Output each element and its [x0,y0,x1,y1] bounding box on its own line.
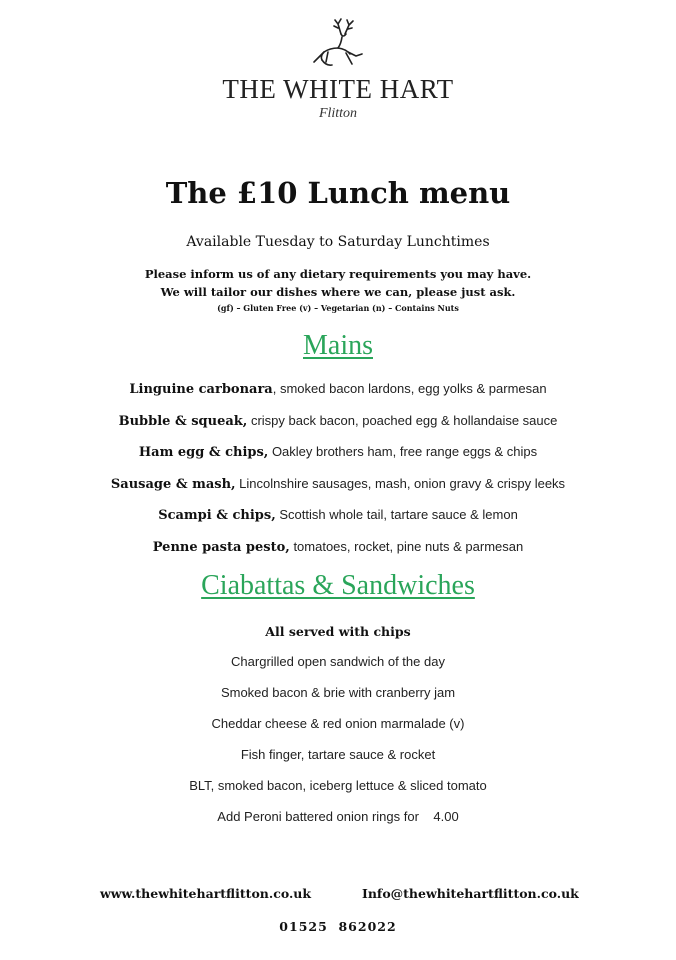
main-item-desc: , smoked bacon lardons, egg yolks & parmesan [272,381,547,396]
main-item-desc: Lincolnshire sausages, mash, onion gravy & crispy leeks [235,476,566,491]
dietary-notice-line2: We will tailor our dishes where we can, please just ask. [160,285,516,299]
main-item-desc: Scottish whole tail, tartare sauce & lemon [275,507,518,522]
main-item [0,476,676,492]
main-item [0,507,676,523]
sandwich-item: Chargrilled open sandwich of the day [231,654,445,669]
availability-text: Available Tuesday to Saturday Lunchtimes [186,234,490,250]
sandwiches-heading: Ciabattas & Sandwiches [201,570,475,601]
onion-rings-addon: Add Peroni battered onion rings for 4.00 [217,809,459,824]
main-item-name: Linguine carbonara [129,382,273,397]
main-item-desc: crispy back bacon, poached egg & hollandaise sauce [247,413,558,428]
sandwich-item: BLT, smoked bacon, iceberg lettuce & sliced tomato [189,778,487,793]
dietary-key: (gf) – Gluten Free (v) – Vegetarian (n) – Contains Nuts [217,303,459,313]
main-item [0,444,676,460]
main-item [0,381,676,397]
sandwich-item: Fish finger, tartare sauce & rocket [240,747,436,762]
brand-name: THE WHITE HART [222,74,454,104]
served-with-chips-note: All served with chips [265,624,411,639]
website-link[interactable]: www.thewhitehartflitton.co.uk [100,886,312,901]
main-item-name: Ham egg & chips, [138,445,269,460]
sandwich-item: Smoked bacon & brie with cranberry jam [220,685,456,700]
sandwich-item: Cheddar cheese & red onion marmalade (v) [211,716,465,731]
email-link[interactable]: Info@thewhitehartflitton.co.uk [362,886,579,901]
brand-location: Flitton [318,106,358,121]
menu-title: The £10 Lunch menu [165,176,511,210]
main-item [0,539,676,555]
main-item-name: Penne pasta pesto, [152,540,290,555]
logo [0,18,676,70]
phone-number: 01525 862022 [279,919,397,934]
mains-heading: Mains [303,330,373,361]
dietary-notice-line1: Please inform us of any dietary requirements you may have. [144,267,532,281]
main-item-name: Sausage & mash, [110,477,236,492]
main-item-name: Bubble & squeak, [118,414,248,429]
main-item-desc: Oakley brothers ham, free range eggs & chips [268,444,538,459]
main-item [0,413,676,429]
stag-icon [308,18,368,70]
main-item-desc: tomatoes, rocket, pine nuts & parmesan [289,539,524,554]
main-item-name: Scampi & chips, [158,508,276,523]
